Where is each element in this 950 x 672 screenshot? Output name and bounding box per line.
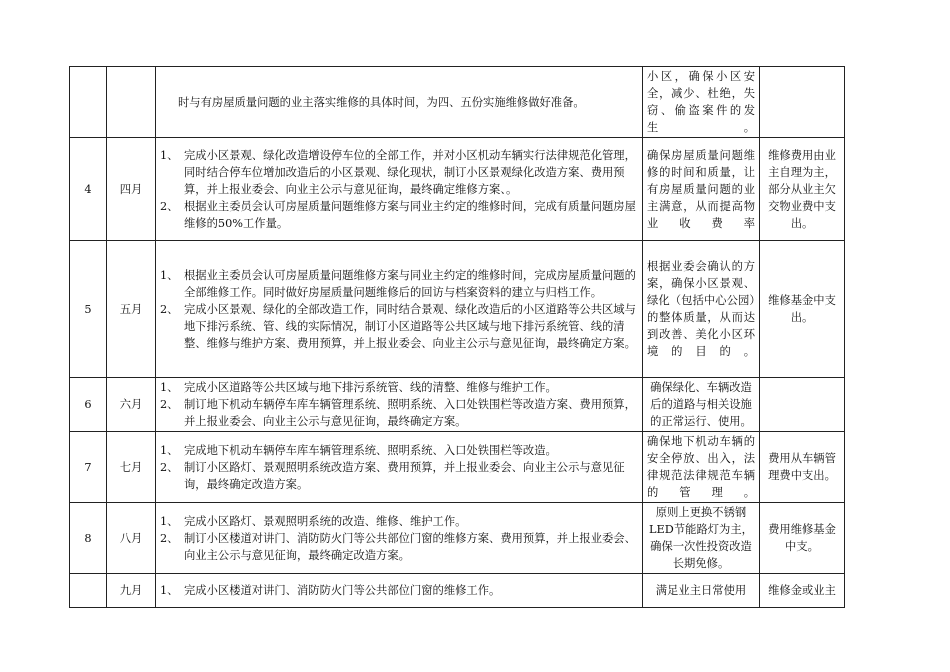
row-tasks — [156, 67, 643, 138]
task-index: 1、 — [160, 514, 179, 528]
task-index: 2、 — [160, 398, 179, 411]
list-item — [160, 267, 638, 301]
row-number — [70, 67, 107, 138]
task-text: 制订小区路灯、景观照明系统改造方案、费用预算，并上报业委会、向业主公示与意见征询，最终确定改造方案。 — [184, 460, 625, 491]
row-funding: 费用维修基金中支。 — [760, 503, 845, 574]
plan-table-body — [70, 67, 845, 608]
list-item — [160, 379, 638, 396]
row-number: 8 — [70, 503, 107, 574]
table-row — [70, 241, 845, 378]
task-text: 完成小区道路等公共区域与地下排污系统管、线的清整、维修与维护工作。 — [184, 381, 557, 394]
row-funding: 维修基金中支出。 — [760, 241, 845, 378]
row-goal: 确保房屋质量问题维修的时间和质量，让有房屋质量问题的业主满意，从而提高物业收费率 — [643, 138, 760, 241]
task-index: 1、 — [160, 268, 179, 282]
task-list — [160, 147, 638, 232]
table-row — [70, 138, 845, 241]
row-goal: 确保地下机动车辆的安全停放、出入，法律规范法律规范车辆的管理。 — [643, 432, 760, 503]
list-item — [160, 301, 638, 352]
task-text: 完成地下机动车辆停车库车辆管理系统、照明系统、入口处铁围栏等改造。 — [184, 443, 557, 457]
row-month: 五月 — [107, 241, 156, 378]
row-tasks — [156, 378, 643, 432]
task-index: 2、 — [160, 302, 179, 316]
table-row — [70, 574, 845, 608]
task-text: 完成小区景观、绿化改造增设停车位的全部工作，并对小区机动车辆实行法律规范化管理，同时结合停车位增加改造后的小区景观、绿化现状，制订小区景观绿化改造方案、费用预算，并上报业委会、向业主公示与意见征询，最终确定维修方案、。 — [184, 148, 636, 196]
maintenance-plan-table — [69, 66, 845, 608]
list-item — [160, 396, 638, 430]
task-text: 根据业主委员会认可房屋质量问题维修方案与同业主约定的维修时间，完成有质量问题房屋维修的50%工作量。 — [184, 199, 636, 230]
row-funding — [760, 67, 845, 138]
table-row — [70, 378, 845, 432]
row-funding: 费用从车辆管理费中支出。 — [760, 432, 845, 503]
task-index: 2、 — [160, 460, 179, 474]
task-list — [160, 267, 638, 352]
task-list — [160, 379, 638, 430]
row-goal: 满足业主日常使用 — [643, 574, 760, 608]
row-tasks — [156, 503, 643, 574]
row-month: 四月 — [107, 138, 156, 241]
table-row — [70, 503, 845, 574]
row-goal: 小区，确保小区安全，减少、杜绝，失窃、偷盗案件的发生。 — [643, 67, 760, 138]
table-row — [70, 432, 845, 503]
row-funding: 维修费用由业主自理为主，部分从业主欠交物业费中支出。 — [760, 138, 845, 241]
row-tasks — [156, 241, 643, 378]
task-index: 1、 — [160, 381, 179, 394]
row-month: 九月 — [107, 574, 156, 608]
row-goal: 原则上更换不锈钢LED节能路灯为主，确保一次性投资改造长期免修。 — [643, 503, 760, 574]
task-index: 2、 — [160, 199, 179, 213]
list-item — [160, 582, 638, 599]
task-index: 1、 — [160, 584, 179, 597]
row-tasks — [156, 432, 643, 503]
task-index: 2、 — [160, 531, 179, 545]
task-index: 1、 — [160, 443, 179, 457]
row-month: 八月 — [107, 503, 156, 574]
row-month: 七月 — [107, 432, 156, 503]
list-item — [160, 442, 638, 459]
list-item — [160, 459, 638, 493]
row-tasks — [156, 574, 643, 608]
row-number — [70, 574, 107, 608]
task-text: 完成小区路灯、景观照明系统的改造、维修、维护工作。 — [184, 514, 467, 528]
row-goal: 根据业委会确认的方案，确保小区景观、绿化（包括中心公园）的整体质量，从而达到改善、美化小区环境的目的。 — [643, 241, 760, 378]
row-month — [107, 67, 156, 138]
row-month: 六月 — [107, 378, 156, 432]
list-item — [160, 147, 638, 198]
row-number: 6 — [70, 378, 107, 432]
task-text: 完成小区楼道对讲门、消防防火门等公共部位门窗的维修工作。 — [184, 584, 501, 597]
list-item — [160, 198, 638, 232]
row-number: 5 — [70, 241, 107, 378]
task-text: 制订小区楼道对讲门、消防防火门等公共部位门窗的维修方案、费用预算，并上报业委会、向业主公示与意见征询，最终确定改造方案。 — [184, 531, 636, 562]
row-funding — [760, 378, 845, 432]
table-row — [70, 67, 845, 138]
row-number: 4 — [70, 138, 107, 241]
task-text: 时与有房屋质量问题的业主落实维修的具体时间，为四、五份实施维修做好准备。 — [178, 95, 585, 109]
task-text: 根据业主委员会认可房屋质量问题维修方案与同业主约定的维修时间，完成房屋质量问题的全部维修工作。同时做好房屋质量问题维修后的回访与档案资料的建立与归档工作。 — [184, 268, 636, 299]
task-index: 1、 — [160, 148, 179, 162]
task-text: 完成小区景观、绿化的全部改造工作，同时结合景观、绿化改造后的小区道路等公共区域与地下排污系统、管、线的实际情况，制订小区道路等公共区域与地下排污系统管、线的清整、维修与维护方案、费用预算，并上报业委会、向业主公示与意见征询，最终确定方案。 — [184, 302, 636, 350]
task-list — [160, 442, 638, 493]
task-text: 制订地下机动车辆停车库车辆管理系统、照明系统、入口处铁围栏等改造方案、费用预算，并上报业委会、向业主公示与意见征询，最终确定方案。 — [184, 398, 636, 428]
row-goal: 确保绿化、车辆改造后的道路与相关设施的正常运行、使用。 — [643, 378, 760, 432]
row-funding: 维修金或业主 — [760, 574, 845, 608]
task-list — [160, 582, 638, 599]
row-tasks — [156, 138, 643, 241]
task-list — [160, 513, 638, 564]
list-item — [160, 513, 638, 530]
row-number: 7 — [70, 432, 107, 503]
list-item — [160, 530, 638, 564]
